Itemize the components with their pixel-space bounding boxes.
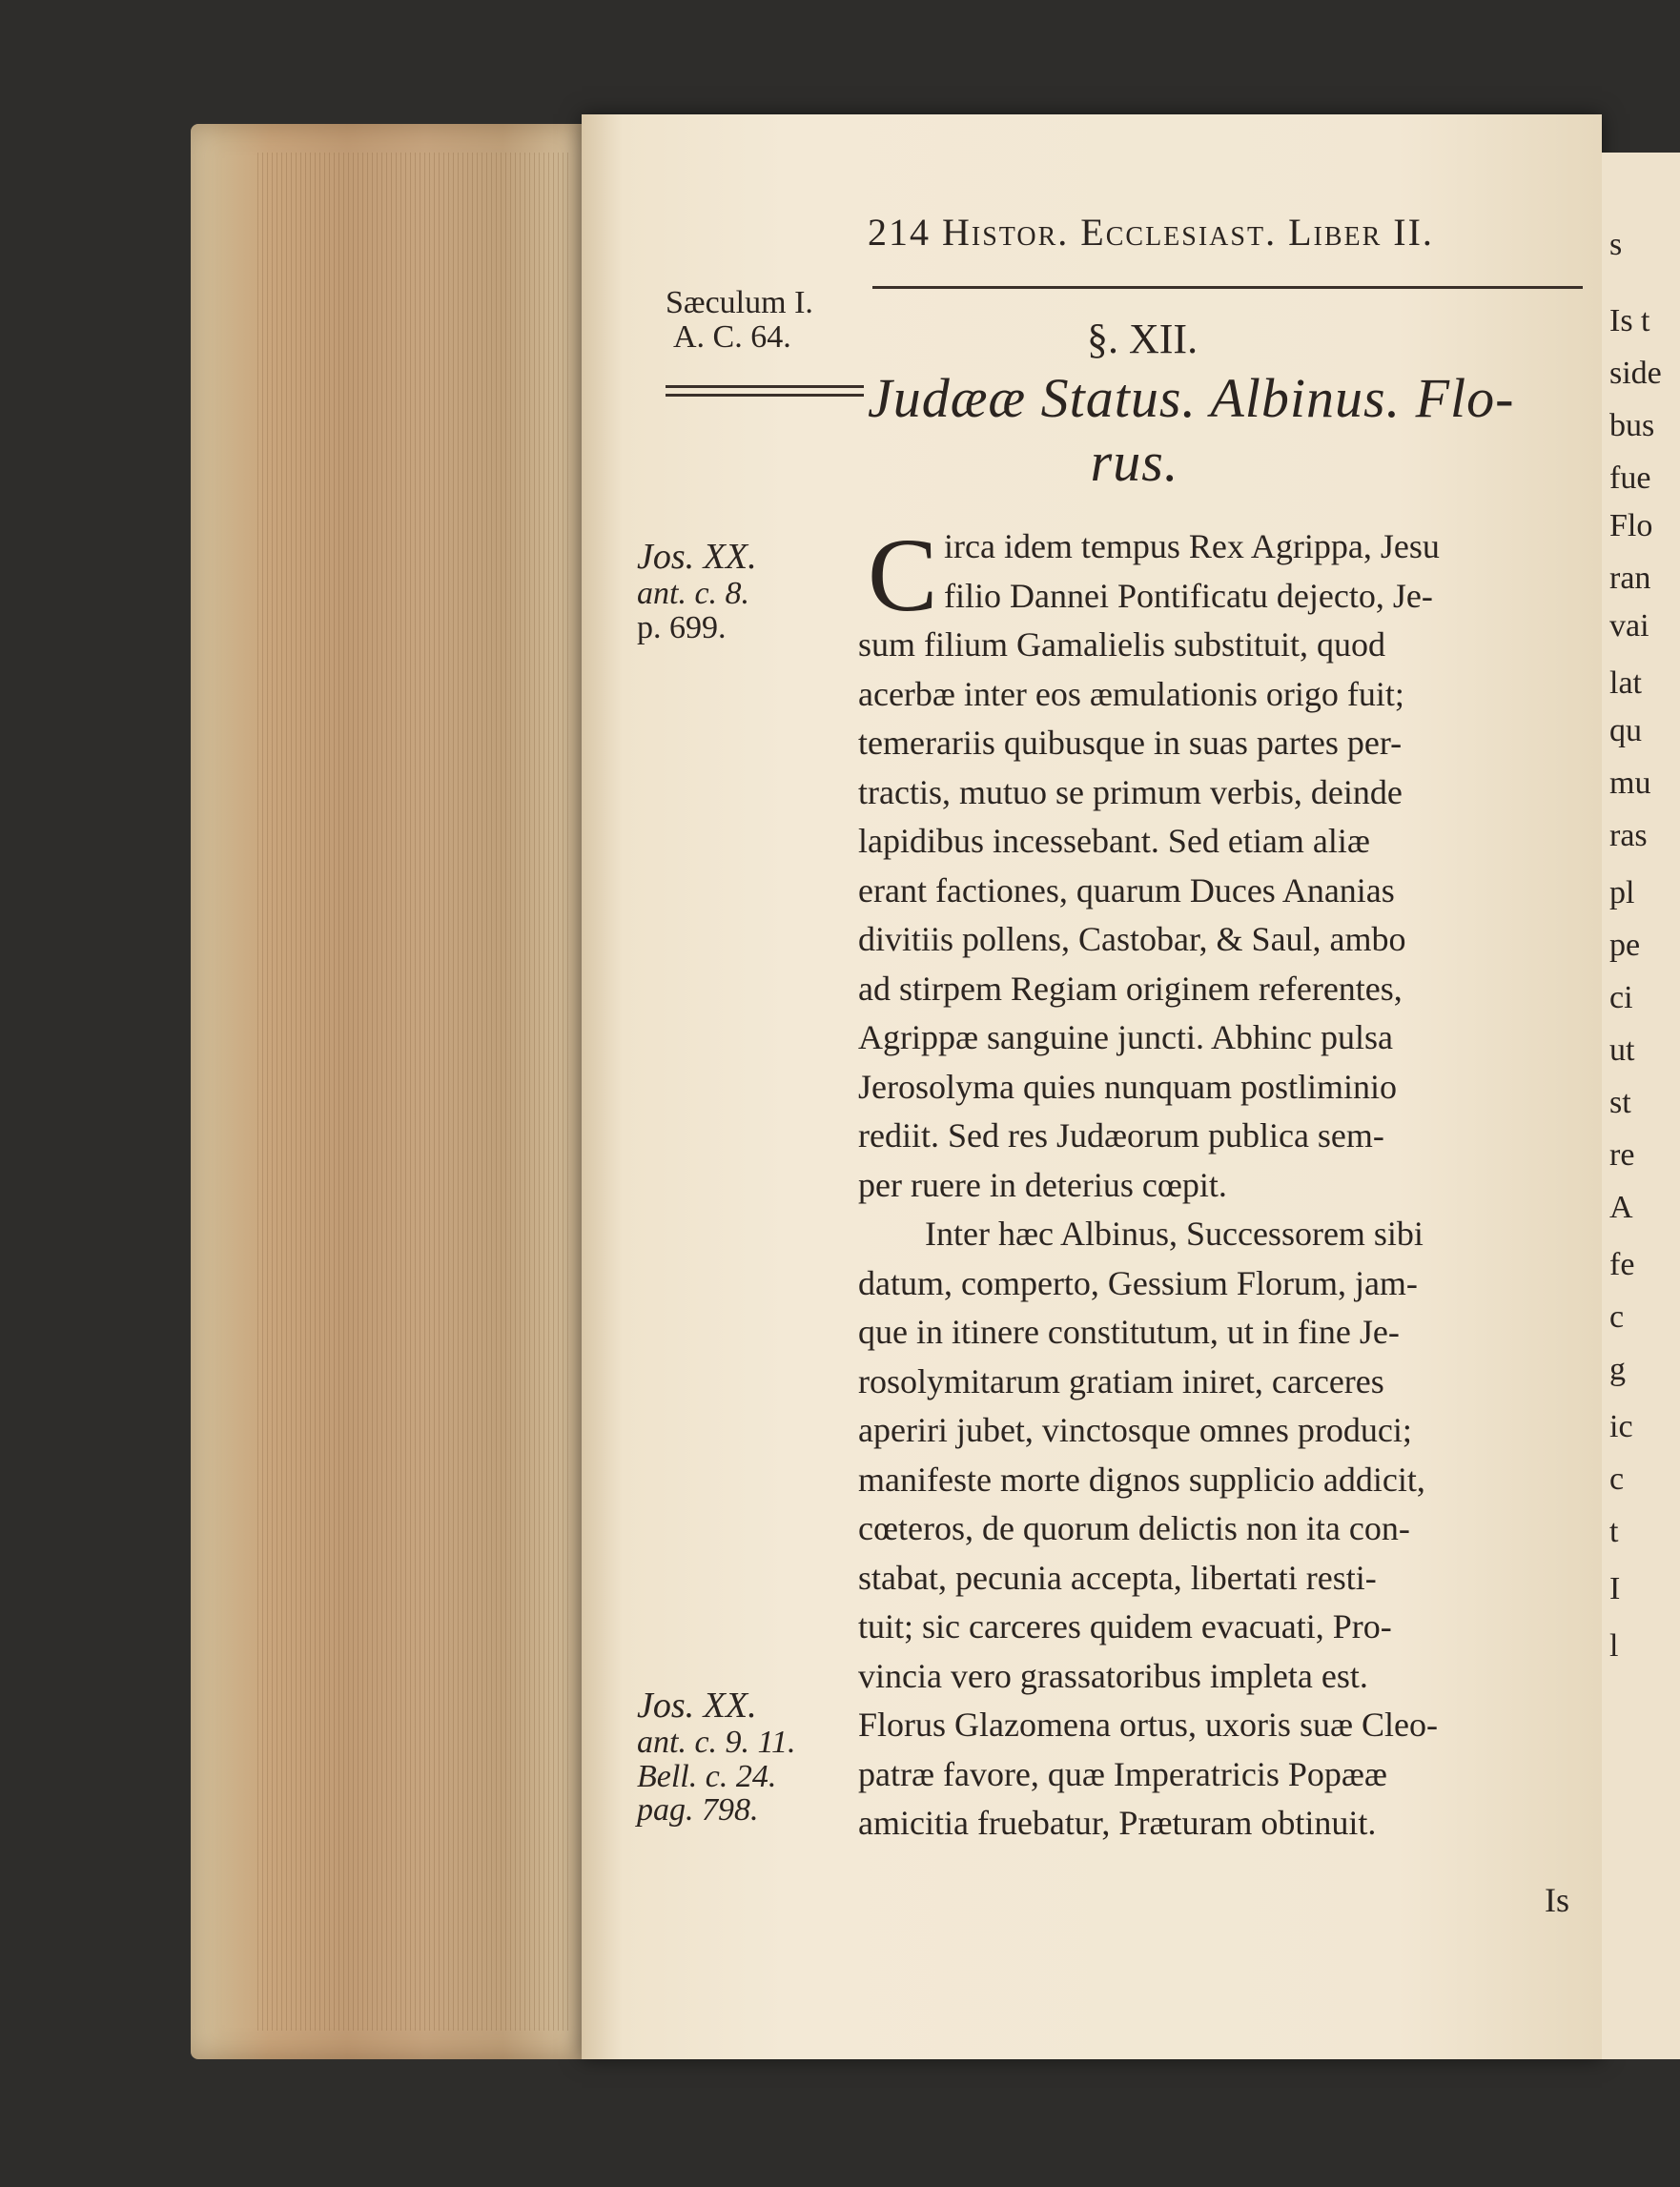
facing-page-text: Flo [1609, 508, 1653, 543]
facing-page-text: re [1609, 1137, 1635, 1173]
facing-page-text: c [1609, 1461, 1625, 1497]
section-number: §. XII. [1087, 316, 1199, 362]
text-line: stabat, pecunia accepta, libertati resti- [858, 1558, 1377, 1597]
facing-page-text: vai [1609, 608, 1649, 644]
margin-date-line: A. C. 64. [673, 318, 791, 355]
text-line: divitiis pollens, Castobar, & Saul, ambo [858, 920, 1406, 958]
text-line: per ruere in deterius cœpit. [858, 1165, 1227, 1204]
facing-page-text: t [1609, 1514, 1619, 1549]
text-line: temerariis quibusque in suas partes per- [858, 724, 1403, 762]
facing-page-text: s [1609, 227, 1623, 262]
text-line: Florus Glazomena ortus, uxoris suæ Cleo- [858, 1706, 1438, 1744]
section-title-line: rus. [1090, 430, 1179, 493]
section-title-line: Judææ Status. Albinus. Flo- [868, 367, 1515, 429]
text-line: erant factiones, quarum Duces Ananias [858, 870, 1395, 910]
facing-page-text: c [1609, 1299, 1625, 1335]
text-line: Agrippæ sanguine juncti. Abhinc pulsa [858, 1018, 1393, 1056]
facing-page-text: ut [1609, 1032, 1635, 1068]
facing-page-text: A [1609, 1190, 1633, 1225]
margin-ref-line: Jos. XX. [637, 537, 757, 577]
drop-cap: C [868, 517, 938, 633]
text-line: rediit. Sed res Judæorum publica sem- [858, 1116, 1384, 1155]
facing-page-text: qu [1609, 713, 1642, 748]
text-line: vincia vero grassatoribus impleta est. [858, 1656, 1368, 1695]
margin-ref-line: Jos. XX. [637, 1686, 757, 1726]
text-line: irca idem tempus Rex Agrippa, Jesu [944, 527, 1440, 565]
catchword: Is [1545, 1881, 1569, 1919]
ornamental-rule [666, 385, 864, 397]
facing-page-text: st [1609, 1085, 1631, 1120]
margin-ref-line: Bell. c. 24. [637, 1758, 777, 1794]
margin-ref-line: ant. c. 9. 11. [637, 1724, 796, 1760]
facing-page-text: l [1609, 1628, 1619, 1664]
facing-page-fragment [1602, 153, 1680, 2059]
facing-page-text: fe [1609, 1247, 1635, 1282]
facing-page-text: g [1609, 1352, 1626, 1387]
margin-ref-line: p. 699. [637, 609, 727, 645]
text-line: acerbæ inter eos æmulationis origo fuit; [858, 674, 1404, 713]
margin-reference [637, 1687, 856, 1828]
text-line: filio Dannei Pontificatu dejecto, Je- [944, 576, 1433, 615]
facing-page-text: ras [1609, 818, 1648, 853]
text-line: tractis, mutuo se primum verbis, deinde [858, 772, 1403, 811]
text-line: ad stirpem Regiam originem referentes, [858, 969, 1403, 1008]
facing-page-text: mu [1609, 766, 1651, 801]
section-title [868, 367, 1583, 494]
facing-page-text: fue [1609, 460, 1651, 496]
text-line: patræ favore, quæ Imperatricis Popææ [858, 1754, 1387, 1793]
facing-page-text: ci [1609, 980, 1633, 1015]
facing-page-text: side [1609, 356, 1662, 391]
text-line: lapidibus incessebant. Sed etiam aliæ [858, 822, 1370, 860]
text-line: rosolymitarum gratiam iniret, carceres [858, 1361, 1384, 1400]
facing-page-text: bus [1609, 408, 1655, 443]
facing-page-text: ran [1609, 561, 1651, 596]
margin-ref-line: pag. 798. [637, 1792, 759, 1829]
facing-page-text: ic [1609, 1409, 1633, 1444]
text-line: cœteros, de quorum delictis non ita con- [858, 1509, 1410, 1547]
facing-page-text: pl [1609, 875, 1635, 910]
text-line: tuit; sic carceres quidem evacuati, Pro- [858, 1607, 1392, 1645]
text-line: amicitia fruebatur, Præturam obtinuit. [858, 1804, 1377, 1842]
running-head: 214 Histor. Ecclesiast. Liber II. [868, 211, 1434, 254]
margin-ref-line: ant. c. 8. [637, 575, 750, 611]
text-line: manifeste morte dignos supplicio addicit, [858, 1460, 1425, 1499]
body-text [858, 517, 1573, 1849]
text-line: Inter hæc Albinus, Successorem sibi [925, 1215, 1424, 1253]
text-line: sum filium Gamalielis substituit, quod [858, 625, 1385, 664]
margin-date-line: Sæculum I. [666, 285, 813, 320]
margin-reference [637, 539, 856, 644]
header-rule [872, 286, 1583, 289]
text-line: aperiri jubet, vinctosque omnes produci; [858, 1411, 1412, 1449]
facing-page-text: pe [1609, 928, 1641, 963]
facing-page-text: lat [1609, 665, 1642, 701]
text-line: datum, comperto, Gessium Florum, jam- [858, 1263, 1418, 1302]
text-line: que in itinere constitutum, ut in fine Je- [858, 1313, 1400, 1351]
margin-date [637, 286, 856, 354]
text-line: Jerosolyma quies nunquam postliminio [858, 1067, 1397, 1106]
facing-page-text: Is t [1609, 303, 1650, 338]
facing-page-text: I [1609, 1571, 1621, 1606]
page-block-edge [191, 124, 582, 2059]
